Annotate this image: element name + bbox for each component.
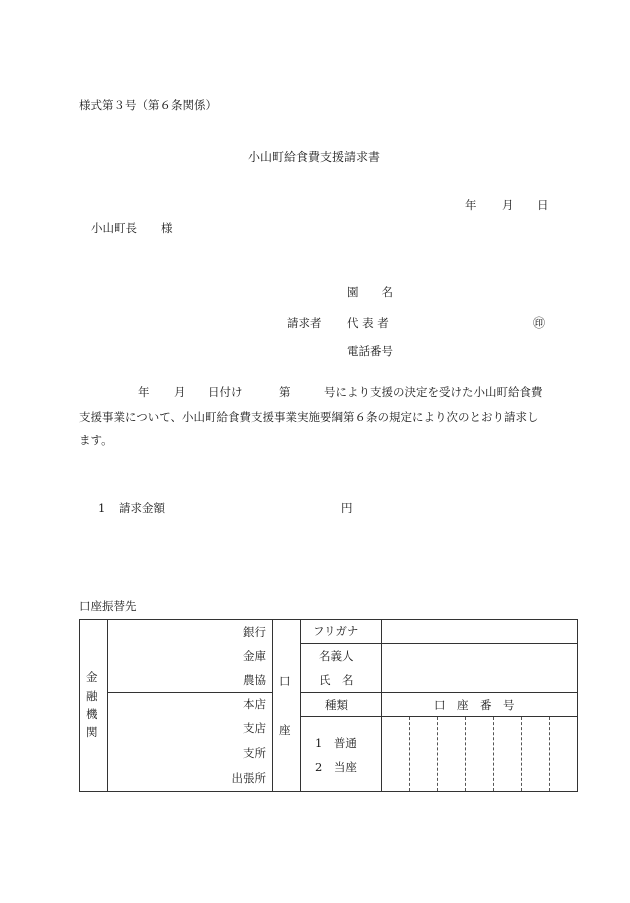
institution-char: 金 [86, 670, 98, 684]
divider [272, 620, 273, 791]
divider [300, 643, 577, 644]
body-line2: 支援事業について、小山町給食費支援事業実施要綱第６条の規定により次のとおり請求し [79, 410, 539, 424]
body-year: 年 [138, 385, 150, 399]
institution-char: 機 [86, 707, 98, 721]
date-month: 月 [502, 198, 514, 212]
branch-sub-branch: 支所 [243, 746, 266, 760]
account-digit-divider [549, 717, 550, 791]
date-day: 日 [537, 198, 549, 212]
divider [300, 716, 577, 717]
account-kind-label: 種類 [325, 698, 348, 712]
divider [300, 692, 577, 693]
school-name-label: 園 名 [347, 285, 393, 299]
account-char: 座 [279, 723, 291, 737]
form-title: 小山町給食費支援請求書 [248, 150, 381, 164]
type-agricultural-coop: 農協 [243, 673, 266, 687]
holder-label: 名義人 [319, 649, 354, 663]
type-bank: 銀行 [243, 625, 266, 639]
representative-label: 代 表 者 [347, 316, 389, 330]
type-credit-union: 金庫 [243, 649, 266, 663]
institution-char: 融 [86, 689, 98, 703]
branch-head-office: 本店 [243, 697, 266, 711]
divider [107, 692, 273, 693]
body-dated: 日付け [208, 385, 243, 399]
addressee-name: 小山町長 [91, 221, 137, 235]
addressee-honorific: 様 [161, 221, 173, 235]
kind-ordinary: 1 普通 [315, 736, 357, 750]
bank-account-table [79, 619, 578, 792]
phone-label: 電話番号 [347, 344, 393, 358]
divider [381, 620, 382, 791]
account-char: 口 [279, 674, 291, 688]
account-digit-divider [465, 717, 466, 791]
claim-amount-label: 請求金額 [119, 501, 165, 515]
yen-unit: 円 [341, 501, 353, 515]
bank-caption: 口座振替先 [79, 599, 137, 613]
divider [300, 620, 301, 791]
furigana-label: フリガナ [313, 624, 359, 638]
branch-branch: 支店 [243, 721, 266, 735]
kind-checking: 2 当座 [315, 760, 357, 774]
account-digit-divider [493, 717, 494, 791]
seal-mark: ㊞ [533, 316, 546, 330]
body-no: 第 [279, 385, 291, 399]
branch-agency: 出張所 [231, 771, 266, 785]
holder-name-label: 氏 名 [319, 673, 354, 687]
item-number: 1 [98, 501, 106, 515]
form-number: 様式第３号（第６条関係） [79, 98, 217, 112]
body-month: 月 [174, 385, 186, 399]
date-year: 年 [465, 198, 477, 212]
account-digit-divider [437, 717, 438, 791]
account-digit-divider [409, 717, 410, 791]
divider [107, 620, 108, 791]
body-line3: ます。 [79, 433, 113, 447]
institution-char: 関 [86, 725, 98, 739]
requester-label: 請求者 [287, 316, 322, 330]
account-number-label: 口 座 番 号 [434, 698, 515, 712]
body-line1-rest: 号により支援の決定を受けた小山町給食費 [324, 385, 543, 399]
account-digit-divider [521, 717, 522, 791]
